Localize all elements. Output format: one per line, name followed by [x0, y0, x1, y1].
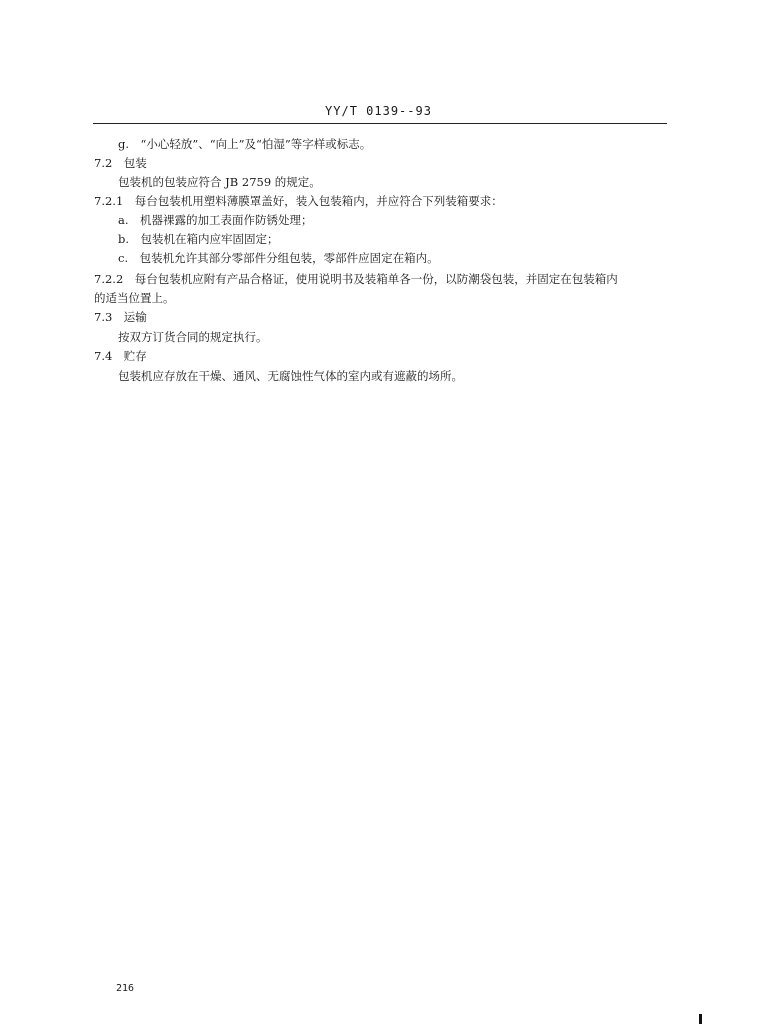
clause-7-2-1: 7.2.1 每台包装机用塑料薄膜罩盖好，装入包装箱内，并应符合下列装箱要求：: [94, 194, 503, 208]
clause-7-2-2-continued: 的适当位置上。: [94, 291, 175, 305]
header-rule: [93, 123, 667, 124]
scan-edge-mark: [699, 1014, 702, 1024]
standard-number-header: YY/T 0139--93: [325, 104, 432, 118]
section-heading-7-3: 7.3 运输: [94, 310, 147, 324]
section-heading-7-2: 7.2 包装: [94, 156, 147, 170]
paragraph-transport: 按双方订货合同的规定执行。: [118, 330, 268, 344]
page-number: 216: [116, 983, 135, 994]
paragraph-storage: 包装机应存放在干燥、通风、无腐蚀性气体的室内或有遮蔽的场所。: [118, 369, 463, 383]
paragraph-packaging-standard: 包装机的包装应符合 JB 2759 的规定。: [118, 175, 321, 189]
list-item-c: c. 包装机允许其部分零部件分组包装，零部件应固定在箱内。: [118, 251, 439, 265]
list-item-b: b. 包装机在箱内应牢固固定；: [118, 232, 279, 246]
list-item-a: a. 机器裸露的加工表面作防锈处理；: [118, 213, 313, 227]
clause-7-2-2: 7.2.2 每台包装机应附有产品合格证，使用说明书及装箱单各一份，以防潮袋包装，并固定在包装箱内: [94, 272, 618, 286]
marking-item-g: g. “小心轻放”、“向上”及“怕湿”等字样或标志。: [118, 137, 372, 151]
section-heading-7-4: 7.4 贮存: [94, 349, 147, 363]
